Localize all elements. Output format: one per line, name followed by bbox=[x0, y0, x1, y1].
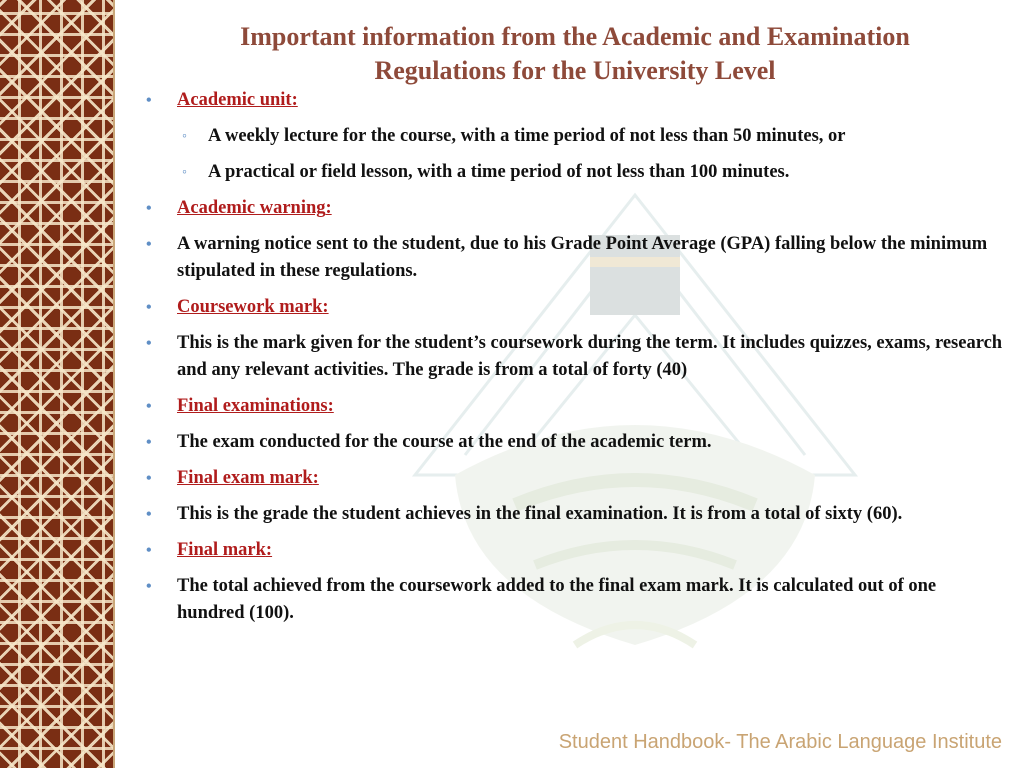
bullet-icon: • bbox=[146, 434, 152, 451]
title-line-1: Important information from the Academic and Examination bbox=[240, 22, 910, 51]
title-line-2: Regulations for the University Level bbox=[374, 56, 776, 85]
term-label: Final exam mark bbox=[177, 468, 313, 488]
bullet-icon: • bbox=[146, 299, 152, 316]
term-colon: : bbox=[322, 297, 329, 317]
list-item bbox=[138, 429, 1008, 456]
bullet-icon: • bbox=[146, 470, 152, 487]
item-text: A practical or field lesson, with a time period of not less than 100 minutes. bbox=[208, 162, 790, 182]
term-colon: : bbox=[312, 468, 319, 488]
list-item bbox=[138, 393, 1008, 420]
item-text: The total achieved from the coursework added to the final exam mark. It is calculated out of one hundred (100). bbox=[177, 576, 937, 623]
item-text: A warning notice sent to the student, due to his Grade Point Average (GPA) falling below the minimum stipulated in these regulations. bbox=[177, 234, 988, 281]
list-item bbox=[138, 294, 1008, 321]
list-item bbox=[138, 501, 1008, 528]
bullet-icon: • bbox=[146, 335, 152, 352]
term-label: Academic unit bbox=[177, 90, 292, 110]
term-label: Academic warning bbox=[177, 198, 326, 218]
bullet-icon: • bbox=[146, 200, 152, 217]
list-item bbox=[138, 123, 1008, 150]
bullet-icon: • bbox=[146, 542, 152, 559]
list-item bbox=[138, 87, 1008, 114]
circle-bullet-icon: ◦ bbox=[182, 165, 187, 180]
term-colon: : bbox=[291, 90, 298, 110]
list-item bbox=[138, 159, 1008, 186]
list-item bbox=[138, 573, 1008, 627]
term-colon: : bbox=[325, 198, 332, 218]
term-label: Coursework mark bbox=[177, 297, 323, 317]
bullet-icon: • bbox=[146, 578, 152, 595]
footer-text: Student Handbook- The Arabic Language Institute bbox=[558, 731, 1002, 753]
item-text: A weekly lecture for the course, with a time period of not less than 50 minutes, or bbox=[208, 126, 846, 146]
slide-title bbox=[130, 20, 1020, 88]
list-item bbox=[138, 231, 1008, 285]
item-text: This is the grade the student achieves in the final examination. It is from a total of sixty (60). bbox=[177, 504, 903, 524]
term-colon: : bbox=[265, 540, 273, 560]
bullet-icon: • bbox=[146, 398, 152, 415]
list-item bbox=[138, 465, 1008, 492]
bullet-icon: • bbox=[146, 236, 152, 253]
content-list bbox=[138, 87, 1008, 636]
bullet-icon: • bbox=[146, 506, 152, 523]
list-item bbox=[138, 195, 1008, 222]
term-label: Final examinations bbox=[177, 396, 328, 416]
term-colon: : bbox=[327, 396, 334, 416]
decorative-pattern-border bbox=[0, 0, 115, 768]
term-label: Final mark bbox=[177, 540, 266, 560]
list-item bbox=[138, 537, 1008, 564]
item-text: This is the mark given for the student’s coursework during the term. It includes quizzes, exams, research and any relevant activities. The grade is from a total of forty (40) bbox=[177, 333, 1003, 380]
circle-bullet-icon: ◦ bbox=[182, 129, 187, 144]
bullet-icon: • bbox=[146, 92, 152, 109]
item-text: The exam conducted for the course at the end of the academic term. bbox=[177, 432, 712, 452]
list-item bbox=[138, 330, 1008, 384]
